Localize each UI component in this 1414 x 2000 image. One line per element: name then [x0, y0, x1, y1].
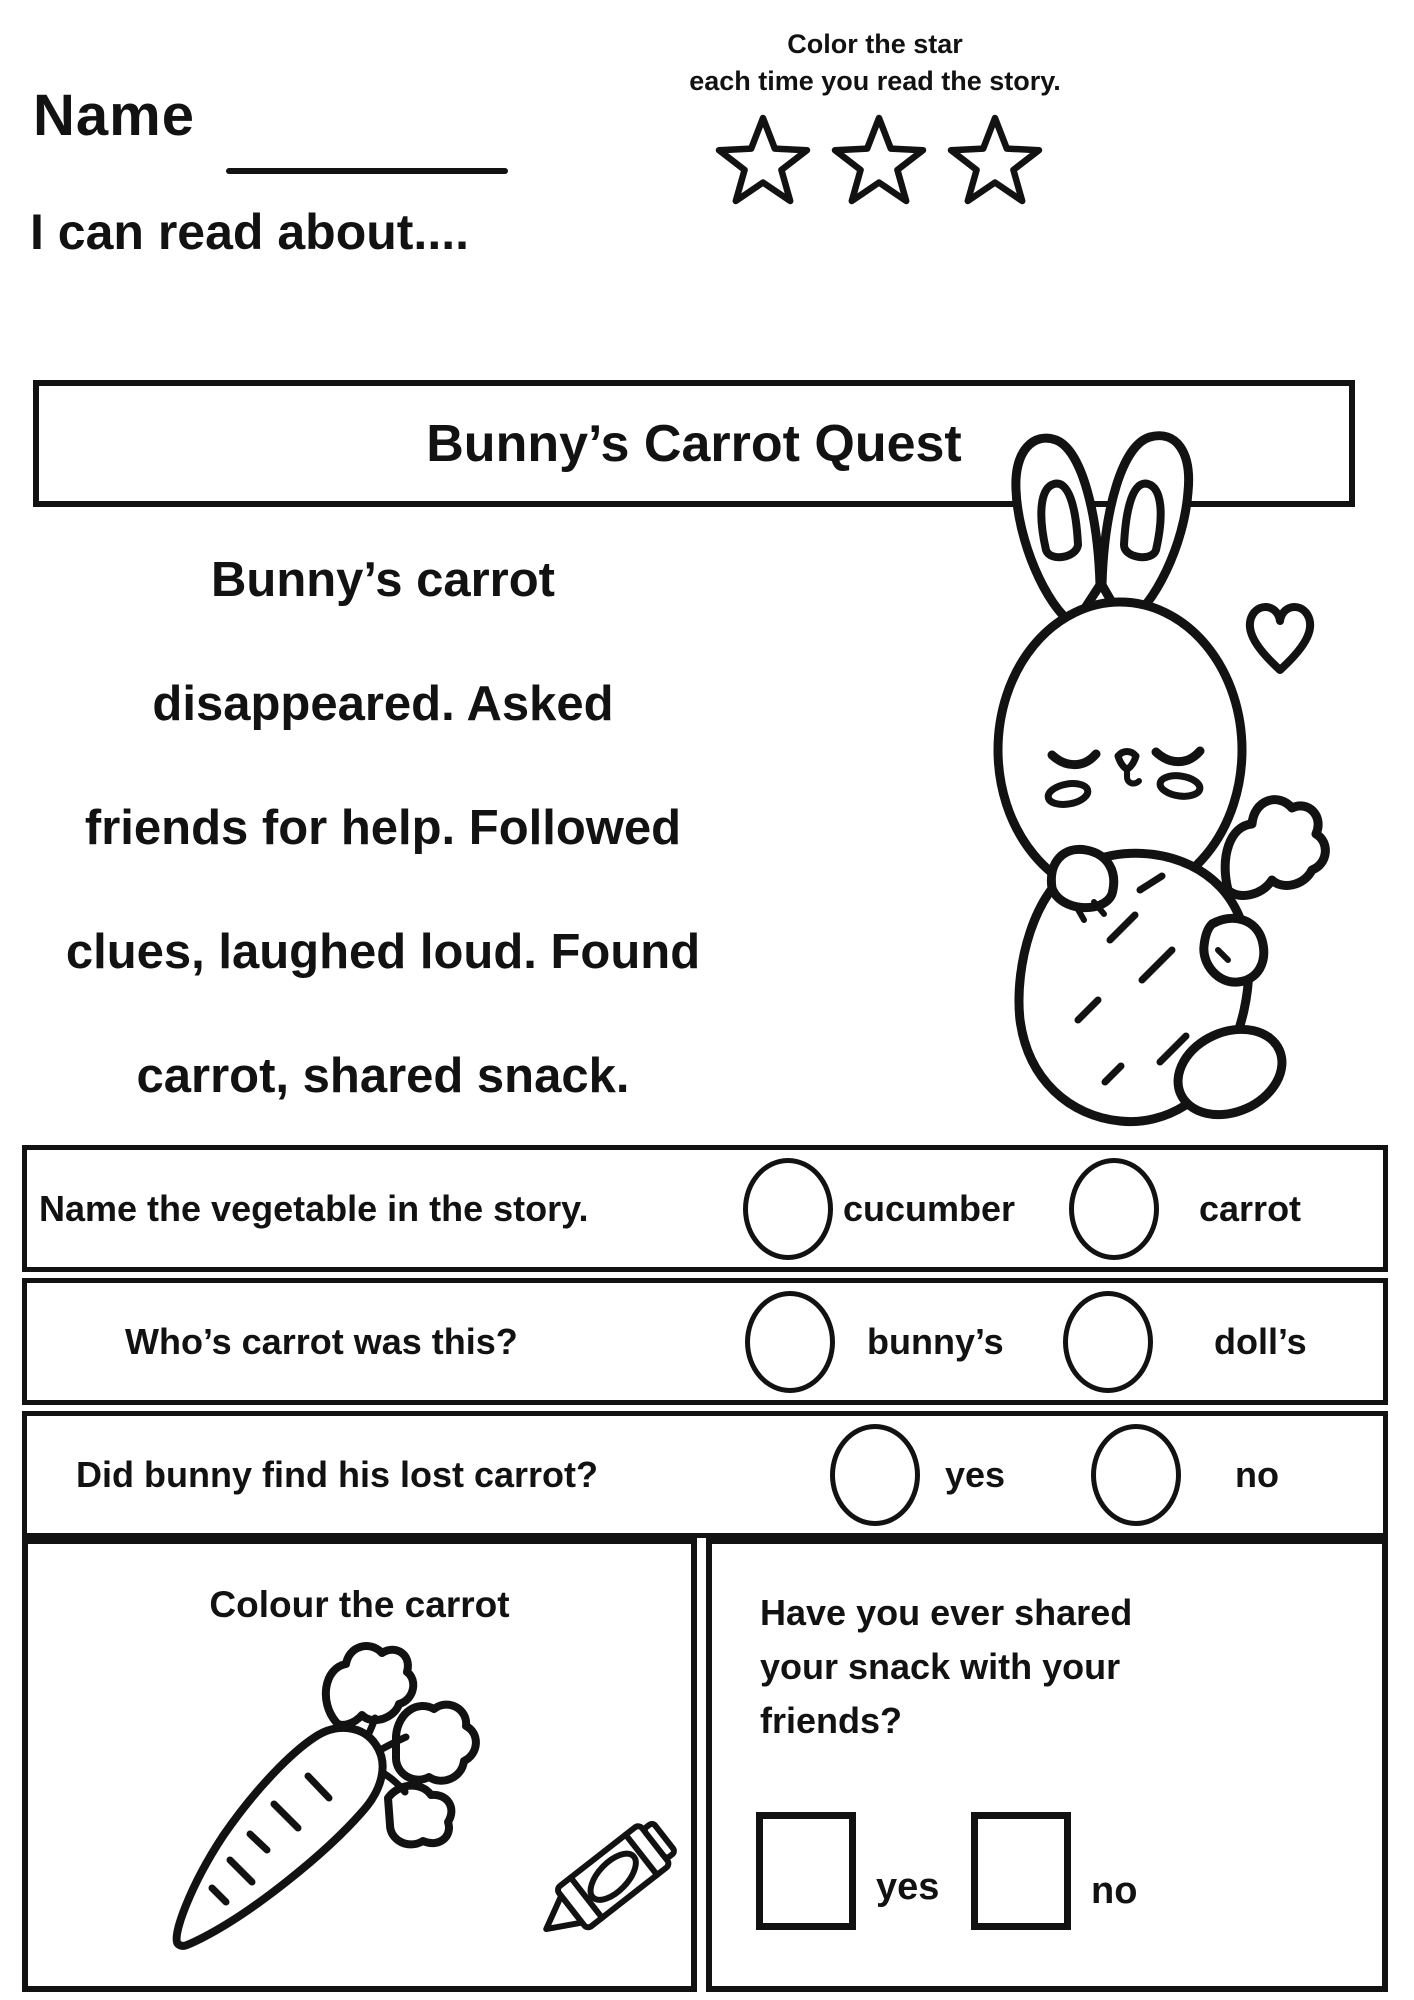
share-yes-label: yes — [876, 1866, 940, 1908]
carrot-colouring-illustration[interactable] — [156, 1636, 491, 1961]
crayon-icon — [518, 1786, 688, 1976]
option-label: no — [1235, 1453, 1279, 1495]
option-label: bunny’s — [867, 1320, 1004, 1362]
story-line: Bunny’s carrot — [211, 553, 555, 607]
share-question-box — [706, 1538, 1388, 1992]
question-prompt: Did bunny find his lost carrot? — [76, 1453, 598, 1495]
name-label: Name — [33, 83, 195, 148]
option-circle-bunnys[interactable] — [745, 1291, 835, 1393]
option-label: doll’s — [1214, 1320, 1307, 1362]
option-circle-cucumber[interactable] — [743, 1158, 833, 1260]
bunny-carrot-illustration — [990, 420, 1330, 1138]
story-line: carrot, shared snack. — [136, 1049, 630, 1103]
option-circle-dolls[interactable] — [1063, 1291, 1153, 1393]
reading-stars — [712, 112, 1046, 207]
story-title: Bunny’s Carrot Quest — [426, 414, 962, 473]
story-text — [8, 518, 758, 1138]
question-row-vegetable — [22, 1145, 1388, 1272]
share-yes-checkbox[interactable] — [756, 1812, 856, 1930]
colour-carrot-box — [22, 1538, 697, 1992]
share-no-checkbox[interactable] — [971, 1812, 1071, 1930]
star-icon[interactable] — [828, 112, 930, 207]
option-circle-no[interactable] — [1091, 1424, 1181, 1526]
name-write-line[interactable] — [226, 168, 508, 174]
option-label: yes — [945, 1453, 1006, 1495]
star-instruction-line1: Color the star — [787, 29, 963, 59]
star-instruction — [645, 26, 1105, 100]
star-icon[interactable] — [712, 112, 814, 207]
story-line: disappeared. Asked — [152, 677, 614, 731]
question-row-found-carrot — [22, 1411, 1388, 1538]
option-label: carrot — [1199, 1187, 1302, 1229]
story-line: friends for help. Followed — [84, 801, 682, 855]
star-instruction-line2: each time you read the story. — [689, 66, 1061, 96]
option-circle-yes[interactable] — [830, 1424, 920, 1526]
share-question-text: Have you ever shared your snack with your friends? — [760, 1592, 1133, 1741]
option-circle-carrot[interactable] — [1069, 1158, 1159, 1260]
question-row-whose-carrot — [22, 1278, 1388, 1405]
star-icon[interactable] — [944, 112, 1046, 207]
option-label: cucumber — [843, 1187, 1016, 1229]
question-prompt: Name the vegetable in the story. — [39, 1187, 589, 1229]
intro-text: I can read about.... — [30, 204, 469, 260]
colour-carrot-heading: Colour the carrot — [209, 1584, 510, 1625]
story-line: clues, laughed loud. Found — [65, 925, 701, 979]
question-prompt: Who’s carrot was this? — [125, 1320, 518, 1362]
share-no-label: no — [1091, 1870, 1138, 1912]
